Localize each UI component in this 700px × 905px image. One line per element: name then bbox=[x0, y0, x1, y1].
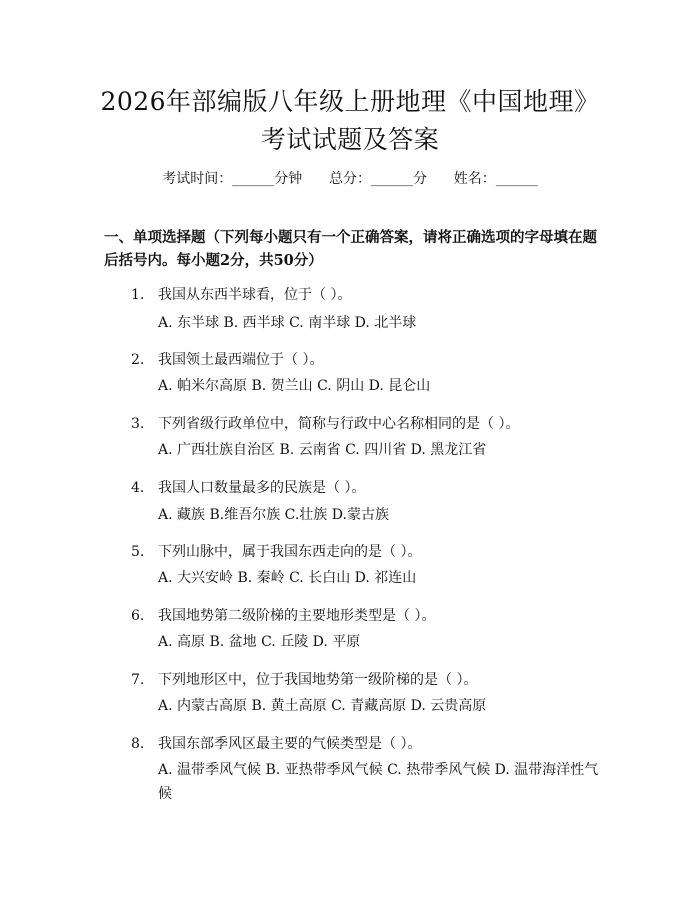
question-text: 下列地形区中，位于我国地势第一级阶梯的是（ ）。 bbox=[158, 672, 478, 688]
question-number: 6. bbox=[131, 608, 145, 624]
question-5-options: A. 大兴安岭 B. 秦岭 C. 长白山 D. 祁连山 bbox=[158, 570, 417, 586]
question-text: 我国东部季风区最主要的气候类型是（ ）。 bbox=[158, 736, 422, 752]
question-6 bbox=[131, 606, 435, 626]
question-6-options: A. 高原 B. 盆地 C. 丘陵 D. 平原 bbox=[158, 634, 361, 650]
question-2-options: A. 帕米尔高原 B. 贺兰山 C. 阴山 D. 昆仑山 bbox=[158, 378, 431, 394]
question-number: 7. bbox=[131, 672, 145, 688]
question-1 bbox=[131, 285, 351, 305]
question-4 bbox=[131, 478, 365, 498]
question-1-options: A. 东半球 B. 西半球 C. 南半球 D. 北半球 bbox=[158, 315, 417, 331]
exam-title-line1: 2026年部编版八年级上册地理《中国地理》 bbox=[100, 87, 600, 116]
question-3-options: A. 广西壮族自治区 B. 云南省 C. 四川省 D. 黑龙江省 bbox=[158, 442, 487, 458]
question-8 bbox=[131, 734, 421, 754]
section-heading: 一、单项选择题（下列每小题只有一个正确答案，请将正确选项的字母填在题后括号内。每小题2分，共50分） bbox=[104, 229, 597, 269]
question-text: 我国人口数量最多的民族是（ ）。 bbox=[158, 480, 366, 496]
question-number: 1. bbox=[131, 287, 145, 303]
question-text: 下列山脉中，属于我国东西走向的是（ ）。 bbox=[158, 544, 422, 560]
question-number: 3. bbox=[131, 416, 145, 432]
question-text: 我国从东西半球看，位于（ ）。 bbox=[158, 287, 352, 303]
question-2 bbox=[131, 350, 323, 370]
exam-title-line2: 考试试题及答案 bbox=[260, 125, 440, 154]
question-number: 8. bbox=[131, 736, 145, 752]
exam-info-line: 考试时间：______分钟 总分：______分 姓名：______ bbox=[162, 171, 538, 187]
question-3 bbox=[131, 414, 519, 434]
question-4-options: A. 藏族 B.维吾尔族 C.壮族 D.蒙古族 bbox=[158, 507, 389, 523]
question-text: 我国地势第二级阶梯的主要地形类型是（ ）。 bbox=[158, 608, 436, 624]
question-number: 5. bbox=[131, 544, 145, 560]
question-text: 下列省级行政单位中，简称与行政中心名称相同的是（ ）。 bbox=[158, 416, 520, 432]
question-5 bbox=[131, 542, 421, 562]
question-7 bbox=[131, 670, 477, 690]
question-number: 2. bbox=[131, 352, 145, 368]
question-number: 4. bbox=[131, 480, 145, 496]
question-7-options: A. 内蒙古高原 B. 黄土高原 C. 青藏高原 D. 云贵高原 bbox=[158, 698, 487, 714]
question-8-options: A. 温带季风气候 B. 亚热带季风气候 C. 热带季风气候 D. 温带海洋性气候 bbox=[158, 762, 599, 802]
question-text: 我国领土最西端位于（ ）。 bbox=[158, 352, 324, 368]
